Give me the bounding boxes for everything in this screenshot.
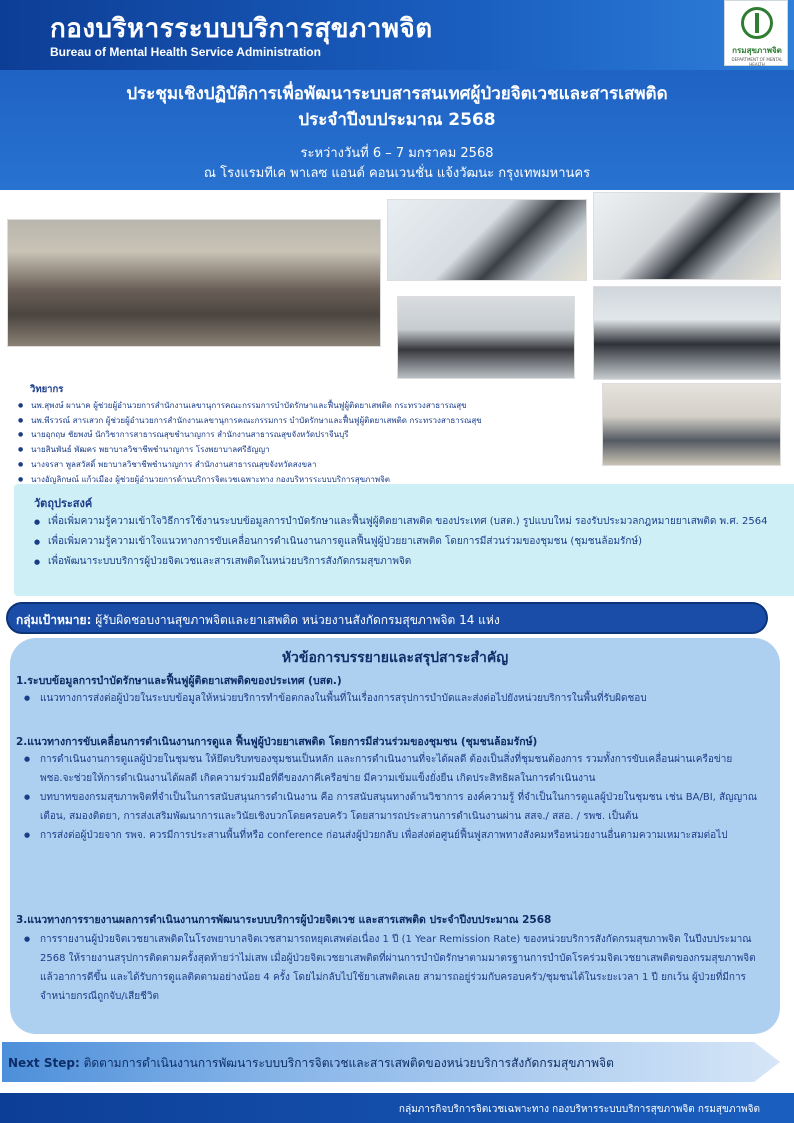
summary-item: ● แนวทางการส่งต่อผู้ป่วยในระบบข้อมูลให้หน่วยบริการทำข้อตกลงในพื้นที่ในเรื่องการสรุปการบำบัดและส่งต่อไปยังหน่วยบริการในพื้นที่รับผิดชอบ	[22, 689, 767, 708]
org-name-thai: กองบริหารระบบบริการสุขภาพจิต	[50, 14, 433, 44]
objective-panel	[14, 484, 794, 596]
event-title: ประชุมเชิงปฏิบัติการเพื่อพัฒนาระบบสารสนเทศผู้ป่วยจิตเวชและสารเสพติด	[126, 84, 668, 104]
summary-list-3	[22, 930, 767, 1006]
speaker-photo-3	[397, 296, 575, 379]
next-step-banner	[2, 1042, 780, 1082]
summary-heading-3: 3.แนวทางการรายงานผลการดำเนินงานการพัฒนาระบบบริการผู้ป่วยจิตเวช และสารเสพติด ประจำปีงบประมาณ 2568	[16, 914, 552, 926]
target-group-label: กลุ่มเป้าหมาย:	[16, 613, 92, 627]
speaker-item: ● นางอัญลิกษณ์ แก้วเมือง ผู้ช่วยผู้อำนวยการด้านบริการจิตเวชเฉพาะทาง กองบริหารระบบบริการสุขภาพจิต	[18, 473, 598, 488]
logo-emblem-icon	[741, 7, 773, 39]
objective-item: ● เพื่อเพิ่มความรู้ความเข้าใจแนวทางการขับเคลื่อนการดำเนินงานการดูแลฟื้นฟูผู้ป่วยยาเสพติด โดยการมีส่วนร่วมของชุมชน (ชุมชนล้อมรักษ์)	[34, 532, 789, 552]
target-group-banner	[6, 602, 768, 634]
next-step-value: ติดตามการดำเนินงานการพัฒนาระบบบริการจิตเวชและสารเสพติดของหน่วยบริการสังกัดกรมสุขภาพจิต	[79, 1056, 614, 1070]
objective-item: ● เพื่อเพิ่มความรู้ความเข้าใจวิธีการใช้งานระบบข้อมูลการบำบัดรักษาและฟื้นฟูผู้ติดยาเสพติด ของประเทศ (บสต.) รูปแบบใหม่ รองรับประมวลกฎหมายยาเสพติด พ.ศ. 2564	[34, 512, 789, 532]
target-group-text	[16, 611, 500, 630]
org-name-english: Bureau of Mental Health Service Administration	[50, 45, 321, 59]
event-date: ระหว่างวันที่ 6 – 7 มกราคม 2568	[300, 146, 494, 161]
group-photo	[7, 219, 381, 347]
next-step-label: Next Step:	[8, 1056, 80, 1070]
header-bar	[0, 0, 794, 70]
speaker-photo-1	[387, 199, 587, 281]
speaker-photo-2	[593, 192, 781, 280]
speaker-item: ● นายสินพันธ์ พัฒคร พยาบาลวิชาชีพชำนาญการ โรงพยาบาลศรีธัญญา	[18, 443, 598, 458]
next-step-text	[8, 1054, 614, 1073]
event-subtitle: ประจำปีงบประมาณ 2568	[298, 110, 496, 130]
summary-panel	[10, 638, 780, 1034]
speakers-list	[18, 382, 598, 487]
summary-heading-1: 1.ระบบข้อมูลการบำบัดรักษาและฟื้นฟูผู้ติดยาเสพติดของประเทศ (บสต.)	[16, 675, 342, 687]
speaker-item: ● นางจรสา พูลสวัสดิ์ พยาบาลวิชาชีพชำนาญการ สำนักงานสาธารณสุขจังหวัดสงขลา	[18, 458, 598, 473]
speaker-item: ● นพ.พีรวรณ์ สารเสวก ผู้ช่วยผู้อำนวยการสำนักงานเลขานุการคณะกรรมการ บำบัดรักษาและฟื้นฟูผู้ติดยาเสพติด กระทรวงสาธารณสุข	[18, 414, 598, 429]
summary-list-1	[22, 689, 767, 708]
objective-item: ● เพื่อพัฒนาระบบบริการผู้ป่วยจิตเวชและสารเสพติดในหน่วยบริการสังกัดกรมสุขภาพจิต	[34, 552, 789, 572]
speaker-photo-4	[593, 286, 781, 380]
summary-list-2	[22, 750, 767, 845]
title-panel	[0, 70, 794, 190]
speaker-photo-5	[602, 383, 781, 466]
footer-bar	[0, 1093, 794, 1123]
footer-text: กลุ่มภารกิจบริการจิตเวชเฉพาะทาง กองบริหารระบบบริการสุขภาพจิต กรมสุขภาพจิต	[398, 1104, 760, 1115]
logo-text: กรมสุขภาพจิต	[732, 46, 782, 55]
summary-heading-2: 2.แนวทางการขับเคลื่อนการดำเนินงานการดูแล ฟื้นฟูผู้ป่วยยาเสพติด โดยการมีส่วนร่วมของชุมชน (ชุมชนล้อมรักษ์)	[16, 736, 538, 748]
speakers-title: วิทยากร	[30, 384, 64, 395]
summary-item: ● การรายงานผู้ป่วยจิตเวชยาเสพติดในโรงพยาบาลจิตเวชสามารถหยุดเสพต่อเนื่อง 1 ปี (1 Year Remission Rate) ของหน่วยบริการสังกัดกรมสุขภาพจิต ในปีงบประมาณ 2568 ให้รายงานสรุปการติดตามครั้งสุดท้ายว่าไม่เสพ เมื่อผู้ป่วยจิตเวชยาเสพติดที่ผ่านการบำบัดรักษาตามมาตรฐานการบำบัดโรคร่วมจิตเวชยาเสพติดของกรมสุขภาพจิตแล้วอาการดีขึ้น และได้รับการดูแลติดตามอย่างน้อย 4 ครั้ง โดยไม่กลับไปใช้ยาเสพติดเลย สามารถอยู่ร่วมกับครอบครัว/ชุมชนได้ในระยะเวลา 1 ปี ยกเว้น ผู้ป่วยที่มีการจำหน่ายกรณีถูกจับ/เสียชีวิต	[22, 930, 767, 1006]
target-group-value: ผู้รับผิดชอบงานสุขภาพจิตและยาเสพติด หน่วยงานสังกัดกรมสุขภาพจิต 14 แห่ง	[91, 613, 500, 627]
summary-item: ● การดำเนินงานการดูแลผู้ป่วยในชุมชน ให้ยึดบริบทของชุมชนเป็นหลัก และการดำเนินงานที่จะได้ผลดี ต้องเป็นสิ่งที่ชุมชนต้องการ รวมทั้งการขับเคลื่อนผ่านเครือข่าย พชอ.จะช่วยให้การดำเนินงานได้ผลดี เกิดความร่วมมือที่ดีของภาคีเครือข่าย มีความเข้มแข็งยั่งยืน เกิดประสิทธิผลในการดำเนินงาน	[22, 750, 767, 788]
objective-title: วัตถุประสงค์	[34, 497, 93, 510]
speaker-item: ● นพ.สุพงษ์ ผานาค ผู้ช่วยผู้อำนวยการสำนักงานเลขานุการคณะกรรมการบำบัดรักษาและฟื้นฟูผู้ติดยาเสพติด กระทรวงสาธารณสุข	[18, 399, 598, 414]
department-logo	[724, 0, 788, 66]
summary-item: ● บทบาทของกรมสุขภาพจิตที่จำเป็นในการสนับสนุนการดำเนินงาน คือ การสนับสนุนทางด้านวิชาการ องค์ความรู้ ที่จำเป็นในการดูแลผู้ป่วยในชุมชน เช่น BA/BI, สัญญาณเตือน, สมองติดยา, การส่งเสริมพัฒนาการและวินัยเชิงบวกโดยครอบครัว โดยสามารถประสานการดำเนินงานผ่าน สสจ./ สสอ. / รพช. เป็นต้น	[22, 788, 767, 826]
logo-subtext: DEPARTMENT OF MENTAL HEALTH	[731, 57, 783, 67]
event-venue: ณ โรงแรมทีเค พาเลซ แอนด์ คอนเวนชั่น แจ้งวัฒนะ กรุงเทพมหานคร	[203, 166, 591, 181]
summary-item: ● การส่งต่อผู้ป่วยจาก รพจ. ควรมีการประสานพื้นที่หรือ conference ก่อนส่งผู้ป่วยกลับ เพื่อส่งต่อศูนย์ฟื้นฟูสภาพทางสังคมหรือหน่วยงานอื่นตามความเหมาะสมต่อไป	[22, 826, 767, 845]
speaker-item: ● นายอุกฤษ ชัยพงษ์ นักวิชาการสาธารณสุขชำนาญการ สำนักงานสาธารณสุขจังหวัดปราจีนบุรี	[18, 428, 598, 443]
summary-title: หัวข้อการบรรยายและสรุปสาระสำคัญ	[281, 650, 509, 666]
